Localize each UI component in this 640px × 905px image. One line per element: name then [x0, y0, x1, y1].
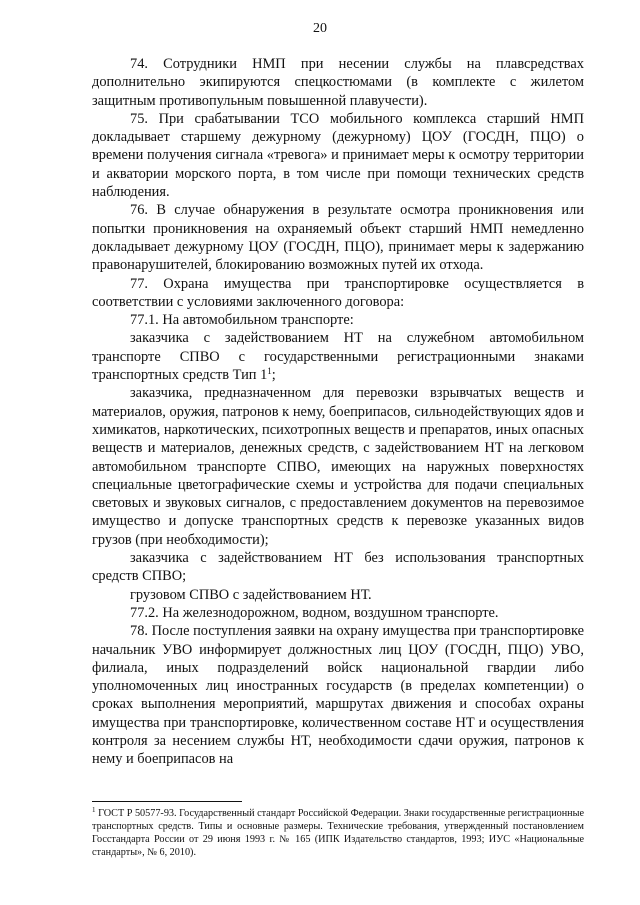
paragraph-77-1-item-2: заказчика, предназначенном для перевозки взрывчатых веществ и материалов, оружия, патронов к нему, боеприпасов, сильнодействующих ядов и химикатов, наркотических, психотропных веществ и препаратов, иных опасных веществ и материалов, денежных средств, с задействованием НТ на легковом автомобильном транспорте СПВО, имеющих на наружных поверхностях специальные цветографические схемы и устройства для подачи специальных световых и звуковых сигналов, с предоставлением документов на перевозимое имущество и допуске транспортных средств к перевозке указанных видов грузов (при необходимости); — [92, 385, 584, 548]
footnote-marker: 1 — [92, 806, 96, 814]
footnote-reference[interactable]: 1 — [267, 366, 272, 377]
paragraph-77-1-item-4: грузовом СПВО с задействованием НТ. — [130, 586, 372, 603]
paragraph-77-1-item-1 — [92, 329, 584, 384]
body-text — [92, 55, 584, 769]
paragraph-74: 74. Сотрудники НМП при несении службы на плавсредствах дополнительно экипируются спецкостюмами (в комплекте с жилетом защитным противопульным повышенной плавучести). — [92, 56, 584, 109]
paragraph-77-1-item-1-text: заказчика с задействованием НТ на служебном автомобильном транспорте СПВО с государственными регистрационными знаками транспортных средств Тип 1 — [92, 330, 584, 384]
page-number: 20 — [313, 21, 327, 36]
footnote-reference-suffix: ; — [271, 367, 276, 384]
paragraph-78: 78. После поступления заявки на охрану имущества при транспортировке начальник УВО информирует должностных лиц ЦОУ (ГОСДН, ПЦО) УВО, филиала, иных подразделений войск национальной гвардии либо уполномоченных лиц иностранных государств (в пределах компетенции) о сроках выполнения мероприятий, маршрутах движения и способах охраны имущества при транспортировке, количественном составе НТ и осуществления контроля за несением службы НТ, необходимости сдачи оружия, патронов к нему и боеприпасов на — [92, 623, 585, 768]
paragraph-77-2: 77.2. На железнодорожном, водном, воздушном транспорте. — [130, 604, 499, 621]
paragraph-75: 75. При срабатывании ТСО мобильного комплекса старший НМП докладывает старшему дежурному (дежурному) ЦОУ (ГОСДН, ПЦО) о времени получения сигнала «тревога» и принимает меры к осмотру территории и акватории морского порта, в том числе при помощи технических средств наблюдения. — [92, 110, 584, 201]
paragraph-76: 76. В случае обнаружения в результате осмотра проникновения или попытки проникновения на охраняемый объект старший НМП немедленно докладывает дежурному ЦОУ (ГОСДН, ПЦО), принимает меры к задержанию правонарушителей, блокированию возможных путей их отхода. — [92, 202, 584, 274]
footnote — [92, 807, 584, 859]
footnote-divider — [92, 801, 242, 802]
footnote-text: ГОСТ Р 50577-93. Государственный стандарт Российской Федерации. Знаки государственные регистрационные транспортных средств. Типы и основные размеры. Технические требования, утвержденный постановлением Госстандарта России от 29 июня 1993 г. № 165 (ИПК Издательство стандартов, 1993; ИУС «Национальные стандарты», № 6, 2010). — [92, 808, 585, 858]
paragraph-77: 77. Охрана имущества при транспортировке осуществляется в соответствии с условиями заключенного договора: — [92, 275, 584, 310]
paragraph-77-1-item-3: заказчика с задействованием НТ без использования транспортных средств СПВО; — [92, 550, 584, 585]
paragraph-77-1: 77.1. На автомобильном транспорте: — [130, 312, 354, 329]
